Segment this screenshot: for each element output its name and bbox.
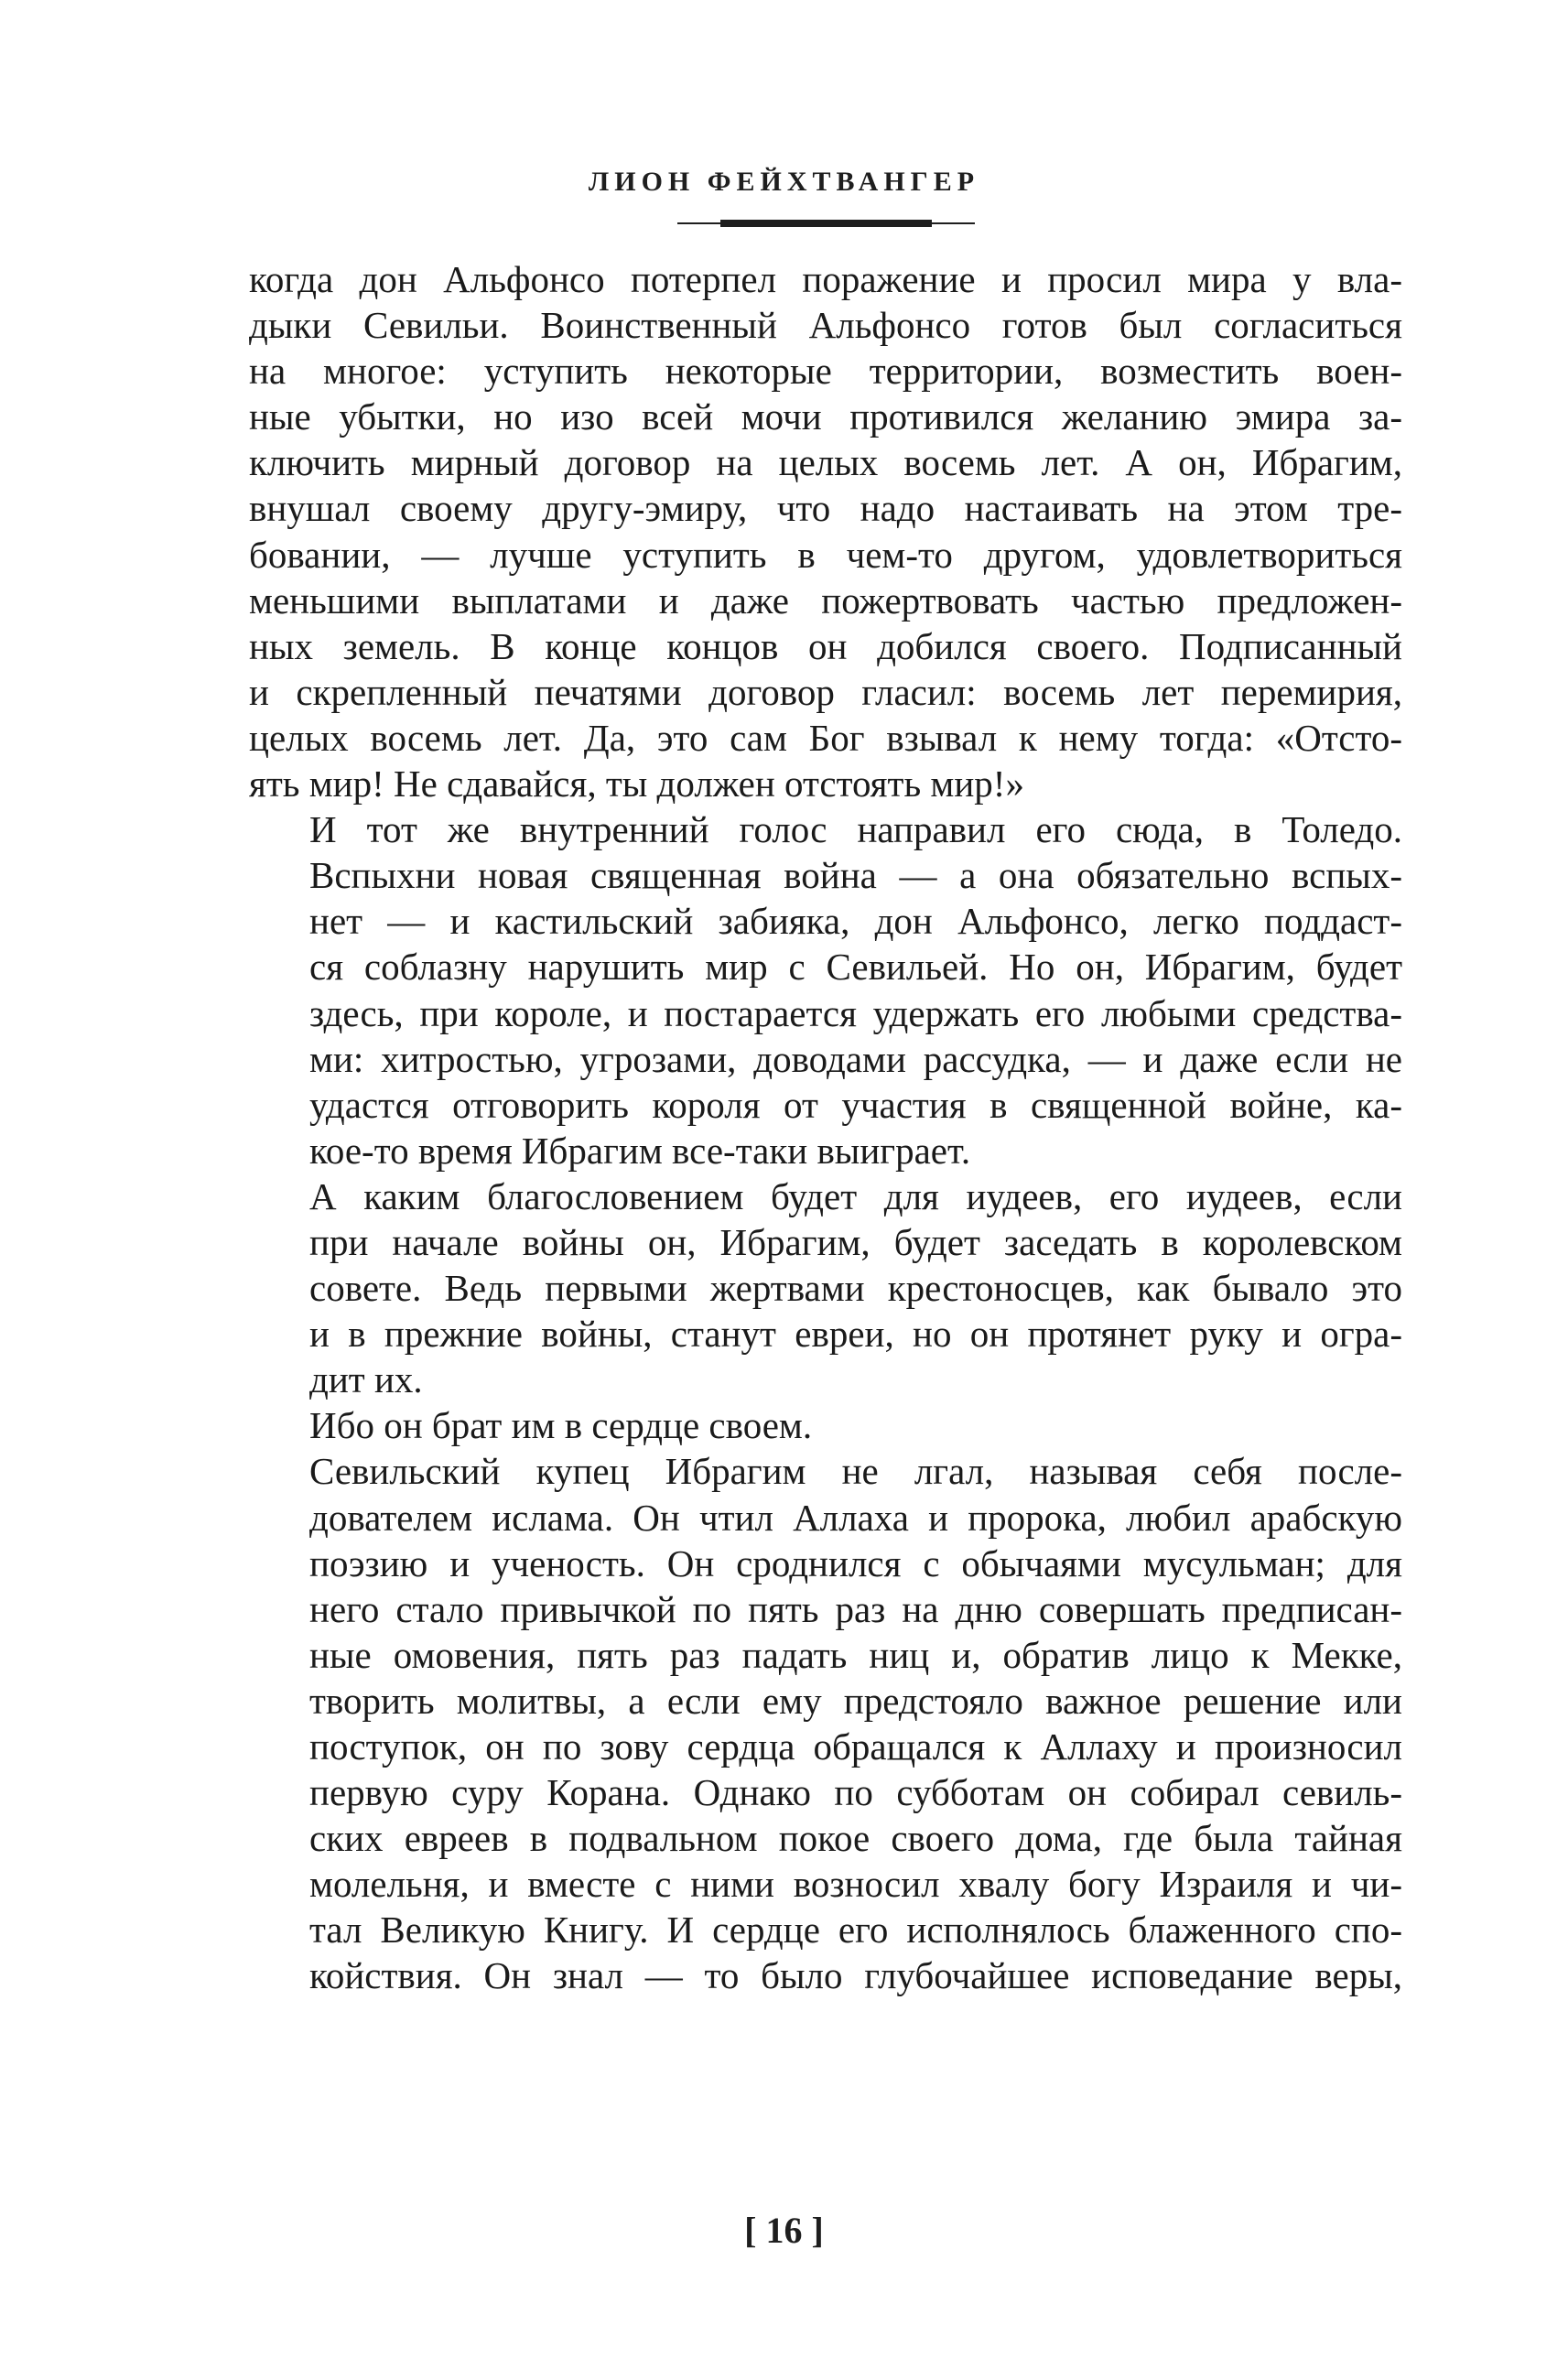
text-line: кое-то время Ибрагим все-таки выиграет. xyxy=(309,1129,971,1172)
paragraph xyxy=(249,1402,1402,1448)
text-line: целых восемь лет. Да, это сам Бог взывал к нему тогда: «Отсто- xyxy=(249,716,1402,759)
body-text xyxy=(249,256,1402,1999)
text-line: Ибо он брат им в сердце своем. xyxy=(309,1404,813,1447)
text-line: и скрепленный печатями договор гласил: восемь лет перемирия, xyxy=(249,670,1402,713)
text-line: ные омовения, пять раз падать ниц и, обратив лицо к Мекке, xyxy=(309,1633,1402,1676)
running-head: ЛИОН ФЕЙХТВАНГЕР xyxy=(588,167,980,197)
text-line: ные убытки, но изо всей мочи противился желанию эмира за- xyxy=(249,395,1402,438)
text-line: него стало привычкой по пять раз на дню совершать предписан- xyxy=(309,1587,1402,1630)
paragraph xyxy=(249,806,1402,1173)
text-line: первую суру Корана. Однако по субботам он собирал севиль- xyxy=(309,1771,1402,1814)
text-line: молельня, и вместе с ними возносил хвалу богу Израиля и чи- xyxy=(309,1863,1402,1906)
paragraph xyxy=(249,256,1402,806)
text-line: творить молитвы, а если ему предстояло важное решение или xyxy=(309,1679,1402,1722)
paragraph xyxy=(249,1448,1402,1998)
text-line: И тот же внутренний голос направил его сюда, в Толедо. xyxy=(309,808,1402,851)
text-line: тал Великую Книгу. И сердце его исполнялось блаженного спо- xyxy=(309,1909,1402,1952)
text-line: ских евреев в подвальном покое своего дома, где была тайная xyxy=(309,1817,1402,1860)
paragraph xyxy=(249,1173,1402,1402)
text-line: А каким благословением будет для иудеев, его иудеев, если xyxy=(309,1174,1402,1217)
text-line: на многое: уступить некоторые территории, возместить воен- xyxy=(249,350,1402,393)
text-line: меньшими выплатами и даже пожертвовать частью предложен- xyxy=(249,579,1402,622)
text-line: и в прежние войны, станут евреи, но он протянет руку и огра- xyxy=(309,1313,1402,1356)
text-line: дит их. xyxy=(309,1358,423,1401)
text-line: здесь, при короле, и постарается удержать его любыми средства- xyxy=(309,991,1402,1034)
text-line: при начале войны он, Ибрагим, будет заседать в королевском xyxy=(309,1220,1402,1263)
text-line: ключить мирный договор на целых восемь лет. А он, Ибрагим, xyxy=(249,441,1402,484)
text-line: ми: хитростью, угрозами, доводами рассудка, — и даже если не xyxy=(309,1037,1402,1080)
text-line: нет — и кастильский забияка, дон Альфонсо, легко поддаст- xyxy=(309,900,1402,943)
page-number: [ 16 ] xyxy=(744,2210,824,2251)
text-line: Вспыхни новая священная война — а она обязательно вспых- xyxy=(309,854,1402,897)
header-rule-thick xyxy=(720,220,932,227)
text-line: ся соблазну нарушить мир с Севильей. Но он, Ибрагим, будет xyxy=(309,946,1402,989)
text-line: Севильский купец Ибрагим не лгал, называя себя после- xyxy=(309,1450,1402,1493)
text-line: поступок, он по зову сердца обращался к Аллаху и произносил xyxy=(309,1725,1402,1768)
text-line: дыки Севильи. Воинственный Альфонсо готов был согласиться xyxy=(249,304,1402,347)
text-line: койствия. Он знал — то было глубочайшее исповедание веры, xyxy=(309,1954,1402,1997)
text-line: поэзию и ученость. Он сроднился с обычаями мусульман; для xyxy=(309,1541,1402,1584)
text-line: бовании, — лучше уступить в чем-то другом, удовлетвориться xyxy=(249,533,1402,576)
text-line: дователем ислама. Он чтил Аллаха и пророка, любил арабскую xyxy=(309,1496,1402,1539)
text-line: когда дон Альфонсо потерпел поражение и просил мира у вла- xyxy=(249,258,1402,300)
text-line: внушал своему другу-эмиру, что надо настаивать на этом тре- xyxy=(249,487,1402,530)
text-line: ных земель. В конце концов он добился своего. Подписанный xyxy=(249,624,1402,667)
text-line: ять мир! Не сдавайся, ты должен отстоять мир!» xyxy=(249,762,1024,806)
text-line: совете. Ведь первыми жертвами крестоносцев, как бывало это xyxy=(309,1267,1402,1310)
header-rule xyxy=(677,220,975,227)
text-line: удастся отговорить короля от участия в священной войне, ка- xyxy=(309,1083,1402,1126)
